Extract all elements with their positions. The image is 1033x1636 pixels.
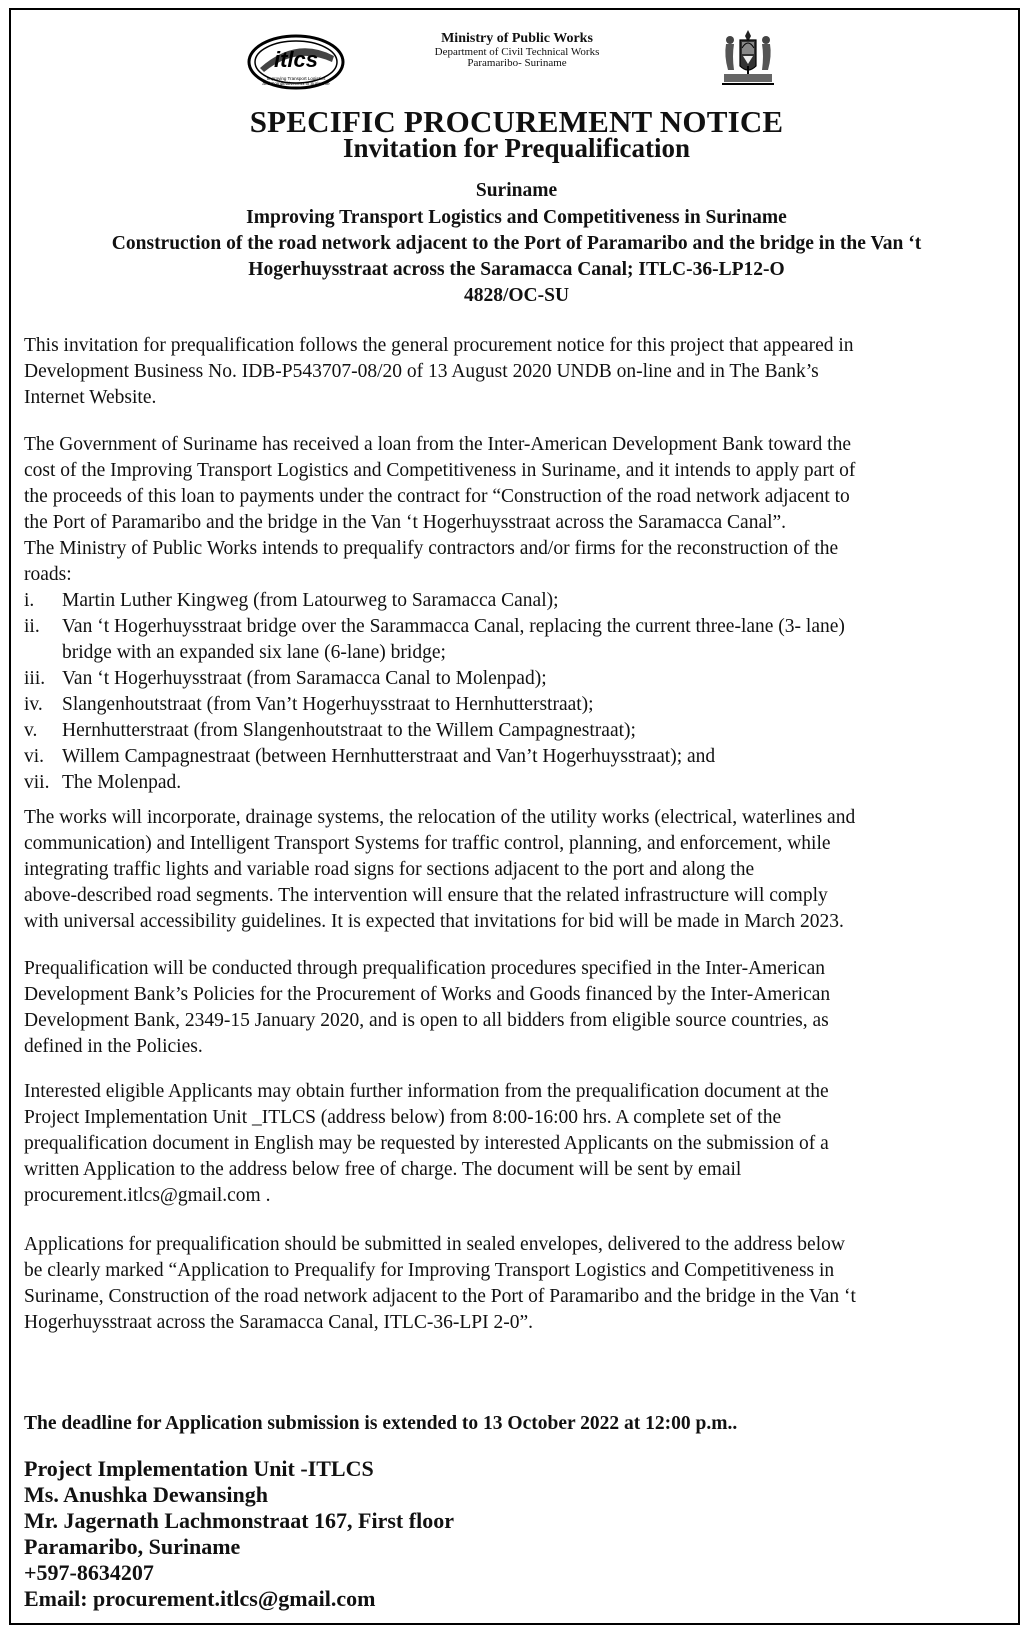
- list-item: i. Martin Luther Kingweg (from Latourweg to Saramacca Canal);: [24, 590, 559, 611]
- project-country: Suriname: [475, 180, 558, 201]
- contact-city: Paramaribo, Suriname: [24, 1534, 241, 1559]
- contact-unit: Project Implementation Unit -ITLCS: [24, 1456, 374, 1481]
- list-item: ii. Van ‘t Hogerhuysstraat bridge over the Sarammacca Canal, replacing the current three-lane (3- lane) bridge with an expanded six lane (6-lane) bridge;: [24, 616, 845, 663]
- paragraph-intro: This invitation for prequalification follows the general procurement notice for this project that appeared in Development Business No. IDB-P543707-08/20 of 13 August 2020 UNDB on-line and in The Bank’s Internet Website.: [24, 335, 854, 408]
- contact-street: Mr. Jagernath Lachmonstraat 167, First floor: [24, 1508, 454, 1533]
- coat-of-arms-icon: [718, 26, 778, 90]
- department-name: Department of Civil Technical Works: [434, 45, 600, 58]
- project-reference: 4828/OC-SU: [463, 285, 570, 306]
- svg-text:itlcs: itlcs: [273, 47, 319, 72]
- notice-subtitle: Invitation for Prequalification: [342, 133, 690, 163]
- svg-text:and Competitiveness in Surinam: and Competitiveness in Suriname: [262, 81, 330, 86]
- contact-person: Ms. Anushka Dewansingh: [24, 1482, 268, 1507]
- roads-list: [24, 588, 1009, 796]
- contact-block: [24, 1456, 454, 1612]
- list-item: v. Hernhutterstraat (from Slangenhoutstraat to the Willem Campagnestraat);: [24, 720, 636, 741]
- contact-email: Email: procurement.itlcs@gmail.com: [24, 1586, 376, 1611]
- ministry-location: Paramaribo- Suriname: [467, 57, 567, 70]
- list-item: iv. Slangenhoutstraat (from Van’t Hogerhuysstraat to Hernhutterstraat);: [24, 694, 594, 715]
- contact-phone: +597-8634207: [24, 1560, 154, 1585]
- ministry-header: [410, 32, 624, 70]
- paragraph-loan: The Government of Suriname has received a loan from the Inter-American Development Bank toward the cost of the Improving Transport Logistics and Competitiveness in Suriname, and it intends to apply part of the proceeds of this loan to payments under the contract for “Construction of the road network adjacent to the Port of Paramaribo and the bridge in the Van ‘t Hogerhuysstraat across the Saramacca Canal”. The Ministry of Public Works intends to prequalify contractors and/or firms for the reconstruction of the roads:: [24, 434, 856, 585]
- ministry-name: Ministry of Public Works: [441, 31, 593, 46]
- paragraph-works: The works will incorporate, drainage systems, the relocation of the utility works (electrical, waterlines and communication) and Intelligent Transport Systems for traffic control, planning, and enforcement, while integrating traffic lights and variable road signs for sections adjacent to the port and along the above-described road segments. The intervention will ensure that the related infrastructure will comply with universal accessibility guidelines. It is expected that invitations for bid will be made in March 2023.: [24, 807, 856, 932]
- list-item: vii. The Molenpad.: [24, 772, 182, 793]
- deadline-notice: The deadline for Application submission is extended to 13 October 2022 at 12:00 p.m..: [24, 1413, 738, 1434]
- itlcs-logo-icon: [246, 32, 346, 96]
- notice-title: SPECIFIC PROCUREMENT NOTICE: [249, 104, 784, 139]
- project-program: Improving Transport Logistics and Competitiveness in Suriname: [246, 207, 787, 228]
- project-title-line1: Construction of the road network adjacent to the Port of Paramaribo and the bridge in the Van ‘t: [111, 233, 922, 254]
- paragraph-prequalification: Prequalification will be conducted through prequalification procedures specified in the Inter-American Development Bank’s Policies for the Procurement of Works and Goods financed by the Inter-American Development Bank, 2349-15 January 2020, and is open to all bidders from eligible source countries, as defined in the Policies.: [24, 958, 831, 1057]
- svg-text:Improving Transport Logistics: Improving Transport Logistics: [266, 76, 326, 81]
- project-title-line2: Hogerhuysstraat across the Saramacca Canal; ITLC-36-LP12-O: [248, 259, 785, 280]
- list-item: vi. Willem Campagnestraat (between Hernhutterstraat and Van’t Hogerhuysstraat); and: [24, 746, 716, 767]
- paragraph-submission: Applications for prequalification should be submitted in sealed envelopes, delivered to the address below be clearly marked “Application to Prequalify for Improving Transport Logistics and Competitiveness in Suriname, Construction of the road network adjacent to the Port of Paramaribo and the bridge in the Van ‘t Hogerhuysstraat across the Saramacca Canal, ITLC-36-LPI 2-0”.: [24, 1234, 856, 1333]
- list-item: iii. Van ‘t Hogerhuysstraat (from Saramacca Canal to Molenpad);: [24, 668, 547, 689]
- paragraph-information: Interested eligible Applicants may obtain further information from the prequalification document at the Project Implementation Unit _ITLCS (address below) from 8:00-16:00 hrs. A complete set of the prequalification document in English may be requested by interested Applicants on the submission of a written Application to the address below free of charge. The document will be sent by email procurement.itlcs@gmail.com .: [24, 1081, 829, 1206]
